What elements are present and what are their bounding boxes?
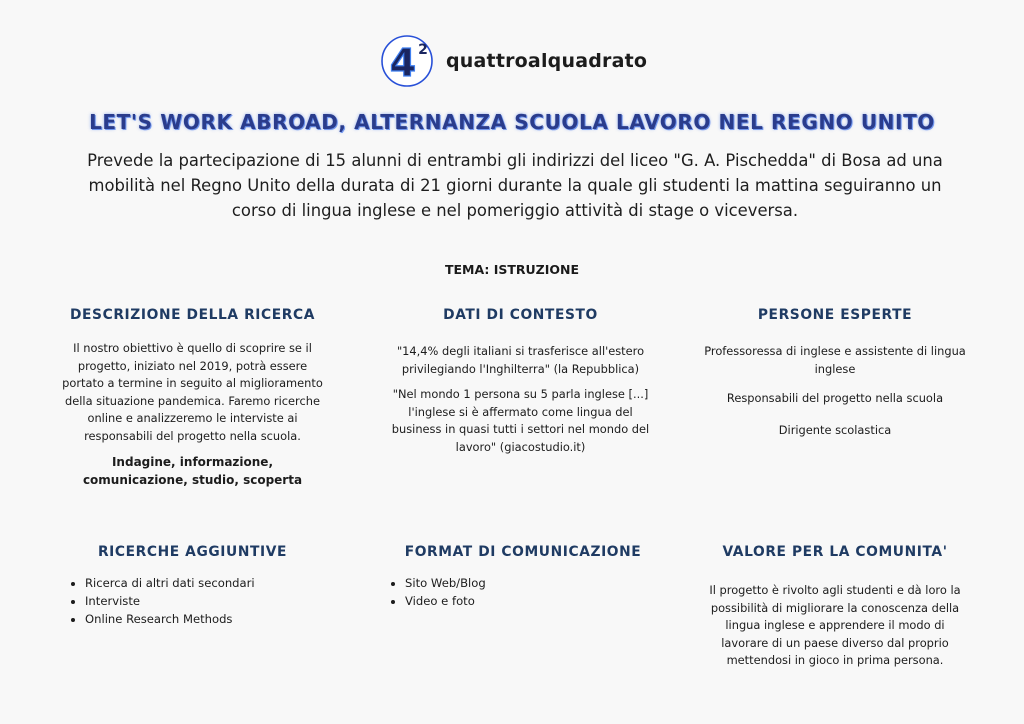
section-title-valore: VALORE PER LA COMUNITA' <box>722 544 948 560</box>
list-item: • Ricerca di altri dati secondari <box>85 574 330 592</box>
dati-quote-3: l'inglese si è affermato come lingua del business in quasi tutti i settori nel mondo del lavoro" (giacostudio.it) <box>391 404 650 454</box>
section-title-dati: DATI DI CONTESTO <box>443 307 598 323</box>
section-format <box>383 544 663 610</box>
list-item: • Video e foto <box>405 592 663 610</box>
theme-label: TEMA: ISTRUZIONE <box>444 262 580 277</box>
dati-quote-2: "Nel mondo 1 persona su 5 parla inglese [...] <box>392 387 649 401</box>
descrizione-keywords: Indagine, informazione, comunicazione, studio, scoperta <box>82 455 303 487</box>
persone-item: Responsabili del progetto nella scuola <box>726 391 944 405</box>
section-persone <box>700 307 970 439</box>
format-list <box>383 574 663 610</box>
logo-exponent: 2 <box>418 42 428 58</box>
section-descrizione <box>55 307 330 489</box>
section-title-descrizione: DESCRIZIONE DELLA RICERCA <box>69 307 315 323</box>
persone-item: Dirigente scolastica <box>778 422 892 437</box>
list-item: • Interviste <box>85 592 330 610</box>
logo-mark-icon <box>380 34 434 88</box>
persone-item: Professoressa di inglese e assistente di lingua inglese <box>704 344 966 376</box>
valore-body: Il progetto è rivolto agli studenti e dà loro la possibilità di migliorare la conoscenza della lingua inglese e apprendere il modo di lavorare di un paese diverso dal proprio mettendosi in gioco in prima persona. <box>709 583 961 667</box>
list-item: • Sito Web/Blog <box>405 574 663 592</box>
brand-name: quattroalquadrato <box>446 50 648 72</box>
descrizione-body: Il nostro obiettivo è quello di scoprire se il progetto, iniziato nel 2019, potrà essere portato a termine in seguito al miglioramento della situazione pandemica. Faremo ricerche online e analizzeremo le interviste ai responsabili del progetto nella scuola. <box>62 341 323 443</box>
section-title-ricerche: RICERCHE AGGIUNTIVE <box>97 544 288 560</box>
section-dati <box>383 307 658 456</box>
page-title: LET'S WORK ABROAD, ALTERNANZA SCUOLA LAVORO NEL REGNO UNITO <box>89 110 935 134</box>
section-valore <box>700 544 970 670</box>
section-title-persone: PERSONE ESPERTE <box>757 307 913 323</box>
section-ricerche <box>55 544 330 628</box>
brand-logo <box>380 34 647 88</box>
dati-quote-1: "14,4% degli italiani si trasferisce all'estero privilegiando l'Inghilterra" (la Repubblica) <box>396 344 645 376</box>
intro-paragraph: Prevede la partecipazione di 15 alunni di entrambi gli indirizzi del liceo "G. A. Pischedda" di Bosa ad una mobilità nel Regno Unito della durata di 21 giorni durante la quale gli studenti la mattina seguiranno un corso di lingua inglese e nel pomeriggio attività di stage o viceversa. <box>87 151 943 220</box>
list-item: • Online Research Methods <box>85 610 330 628</box>
section-title-format: FORMAT DI COMUNICAZIONE <box>404 544 642 560</box>
ricerche-list <box>55 574 330 628</box>
logo-digit: 4 <box>389 41 417 85</box>
